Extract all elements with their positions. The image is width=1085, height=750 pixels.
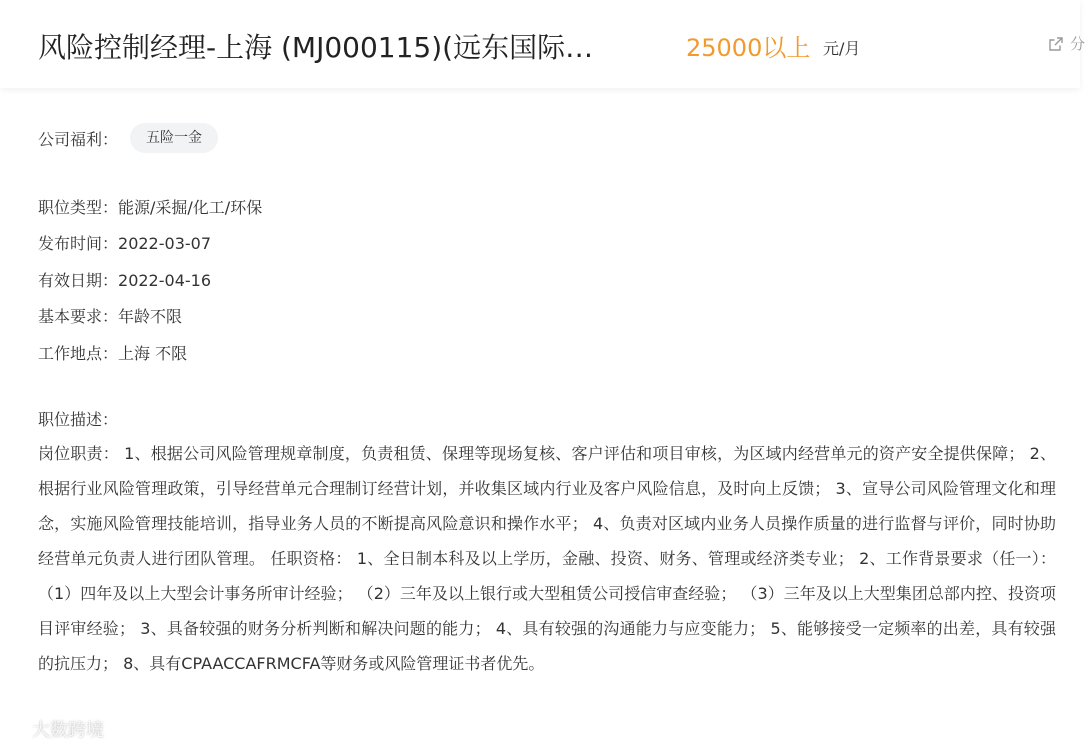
requirement-row bbox=[38, 304, 182, 327]
requirement-label: 基本要求： bbox=[38, 307, 119, 326]
valid-date-row bbox=[38, 268, 211, 291]
location-label: 工作地点： bbox=[38, 344, 119, 363]
salary-amount: 25000以上 bbox=[686, 34, 811, 62]
location-value: 上海 不限 bbox=[118, 344, 188, 363]
publish-date-row bbox=[38, 231, 211, 254]
publish-date-value: 2022-03-07 bbox=[118, 234, 211, 253]
location-row bbox=[38, 341, 187, 364]
watermark-logo-icon bbox=[6, 718, 28, 741]
requirement-value: 年龄不限 bbox=[118, 307, 183, 326]
valid-date-label: 有效日期： bbox=[38, 271, 119, 290]
job-type-value: 能源/采掘/化工/环保 bbox=[118, 198, 263, 217]
job-title: 风险控制经理-上海 (MJ000115)(远东国际… bbox=[38, 31, 594, 64]
share-label: 分 bbox=[1070, 35, 1085, 53]
job-type-row bbox=[38, 195, 262, 218]
benefit-tag: 五险一金 bbox=[130, 123, 218, 153]
salary-unit: 元/月 bbox=[823, 39, 861, 58]
job-type-label: 职位类型： bbox=[38, 198, 119, 217]
watermark-text: 大数跨境 bbox=[32, 720, 104, 741]
share-icon bbox=[1048, 36, 1064, 52]
publish-date-label: 发布时间： bbox=[38, 234, 119, 253]
job-description: 岗位职责： 1、根据公司风险管理规章制度，负责租赁、保理等现场复核、客户评估和项目审核，为区域内经营单元的资产安全提供保障； 2、根据行业风险管理政策，引导经营单元合理制订经营计划，并收集区域内行业及客户风险信息，及时向上反馈； 3、宣导公司风险管理文化和理念，实施风险管理技能培训，指导业务人员的不断提高风险意识和操作水平； 4、负责对区域内业务人员操作质量的进行监督与评价，同时协助经营单元负责人进行团队管理。 任职资格： 1、全日制本科及以上学历，金融、投资、财务、管理或经济类专业； 2、工作背景要求（任一）： （1）四年及以上大型会计事务所审计经验； （2）三年及以上银行或大型租赁公司授信审查经验； （3）三年及以上大型集团总部内控、投资项目评审经验； 3、具备较强的财务分析判断和解决问题的能力； 4、具有较强的沟通能力与应变能力； 5、能够接受一定频率的出差，具有较强的抗压力； 8、具有CPAACCAFRMCFA等财务或风险管理证书者优先。 bbox=[38, 444, 1056, 673]
job-header bbox=[0, 0, 1085, 88]
description-label: 职位描述： bbox=[38, 410, 119, 429]
share-button[interactable] bbox=[1048, 33, 1085, 54]
benefits-label: 公司福利： bbox=[38, 130, 119, 149]
valid-date-value: 2022-04-16 bbox=[118, 271, 211, 290]
watermark bbox=[6, 716, 104, 742]
